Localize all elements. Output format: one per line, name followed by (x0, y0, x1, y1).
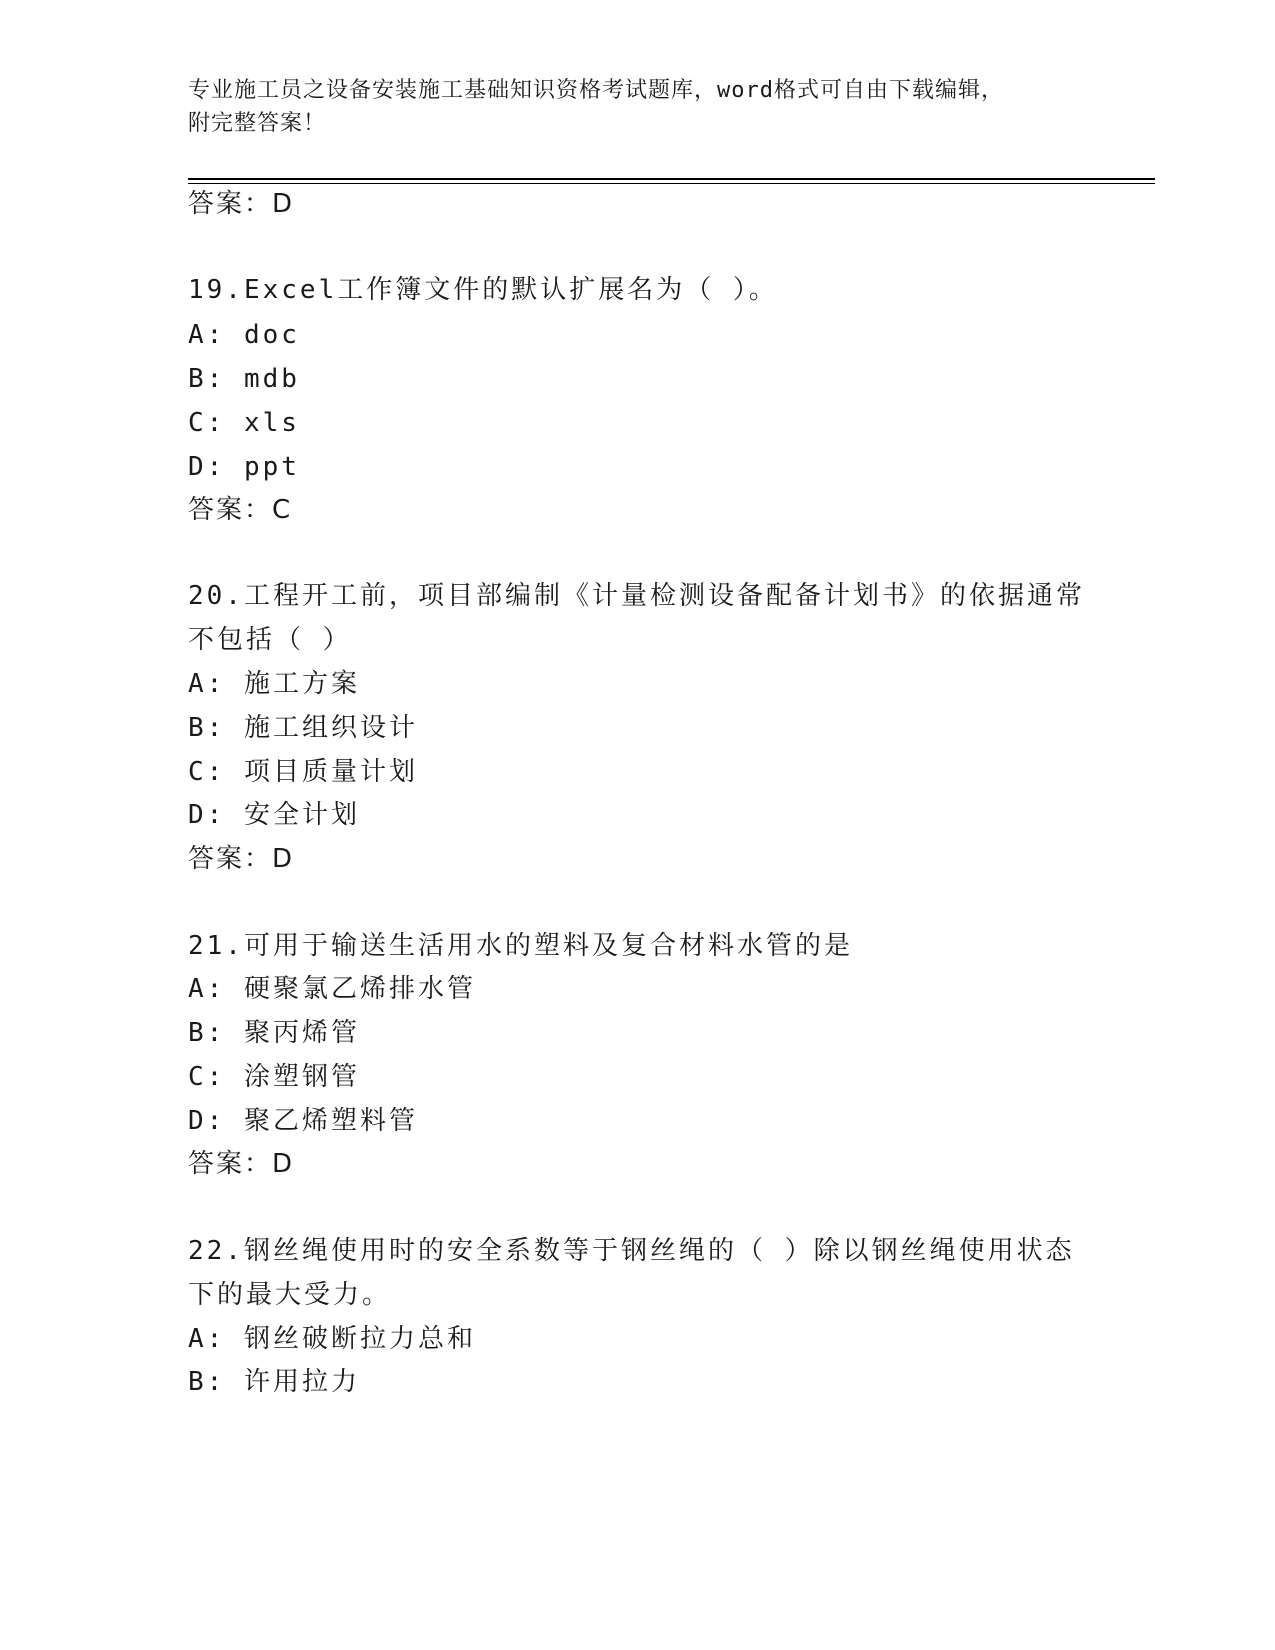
question-21-answer: 答案：D (188, 1149, 295, 1179)
question-21-option-a: A: 硬聚氯乙烯排水管 (188, 974, 476, 1004)
header-divider-thin (188, 183, 1155, 184)
question-21-option-d: D: 聚乙烯塑料管 (188, 1106, 418, 1136)
question-19-option-a: A: doc (188, 320, 300, 350)
question-22-option-b: B: 许用拉力 (188, 1367, 360, 1397)
question-22-stem-line-1: 22.钢丝绳使用时的安全系数等于钢丝绳的（ ）除以钢丝绳使用状态 (188, 1236, 1075, 1266)
question-21-option-c: C: 涂塑钢管 (188, 1062, 360, 1092)
question-19-option-b: B: mdb (188, 364, 300, 394)
question-19-option-d: D: ppt (188, 452, 300, 482)
question-21-stem: 21.可用于输送生活用水的塑料及复合材料水管的是 (188, 931, 853, 961)
question-19-stem: 19.Excel工作簿文件的默认扩展名为（ ）。 (188, 275, 778, 305)
question-20-answer: 答案：D (188, 844, 295, 874)
question-20-stem-line-1: 20.工程开工前，项目部编制《计量检测设备配备计划书》的依据通常 (188, 581, 1085, 611)
question-20-option-d: D: 安全计划 (188, 800, 360, 830)
header-line-1: 专业施工员之设备安装施工基础知识资格考试题库，word格式可自由下载编辑， (188, 78, 1004, 103)
document-header (188, 74, 1068, 140)
question-19-option-c: C: xls (188, 408, 300, 438)
question-20-option-b: B: 施工组织设计 (188, 713, 418, 743)
question-22-option-a: A: 钢丝破断拉力总和 (188, 1324, 476, 1354)
question-19-answer: 答案：C (188, 495, 293, 525)
question-20-option-c: C: 项目质量计划 (188, 757, 418, 787)
header-divider (188, 178, 1155, 180)
header-line-2: 附完整答案！ (188, 111, 327, 136)
answer-prev: 答案：D (188, 189, 295, 219)
question-20-option-a: A: 施工方案 (188, 669, 360, 699)
question-20-stem-line-2: 不包括（ ） (188, 625, 352, 655)
question-21-option-b: B: 聚丙烯管 (188, 1018, 360, 1048)
question-22-stem-line-2: 下的最大受力。 (188, 1280, 392, 1310)
